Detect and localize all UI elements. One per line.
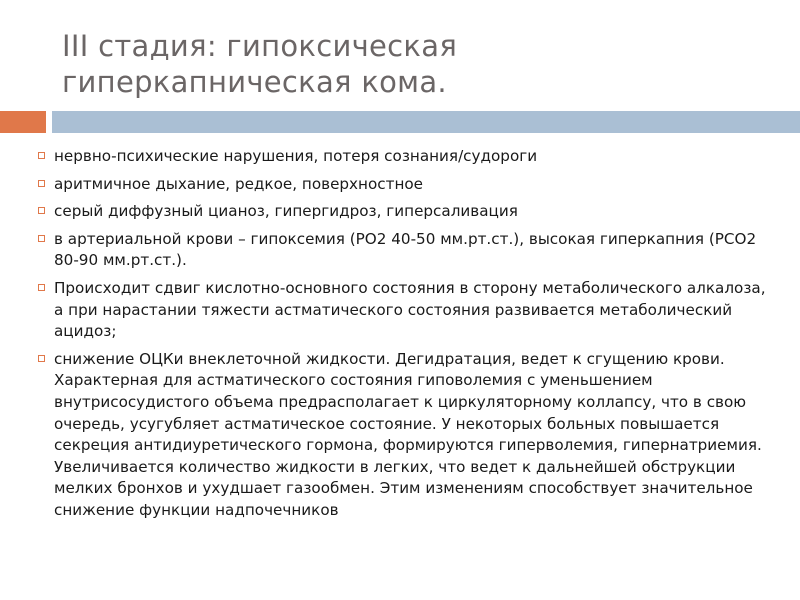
accent-bar-blue — [52, 111, 800, 133]
square-bullet-icon — [38, 284, 45, 291]
bullet-text: в артериальной крови – гипоксемия (РО2 40-50 мм.рт.ст.), высокая гиперкапния (РСО2 80-90 мм.рт.ст.). — [54, 229, 757, 270]
square-bullet-icon — [38, 152, 45, 159]
accent-bar-orange — [0, 111, 46, 133]
square-bullet-icon — [38, 180, 45, 187]
bullet-text: аритмичное дыхание, редкое, поверхностное — [54, 174, 424, 193]
square-bullet-icon — [38, 355, 45, 362]
bullet-list — [38, 146, 778, 528]
bullet-item — [38, 278, 778, 343]
bullet-text: Происходит сдвиг кислотно-основного состояния в сторону метаболического алкалоза, а при нарастании тяжести астматического состояния развивается метаболический ацидоз; — [54, 278, 766, 341]
bullet-text: снижение ОЦКи внеклеточной жидкости. Дегидратация, ведет к сгущению крови. Характерная для астматического состояния гиповолемия с уменьшением внутрисосудистого объема предрасполагает к циркуляторному коллапсу, что в свою очередь, усугубляет астматическое состояние. У некоторых больных повышается секреция антидиуретического гормона, формируются гиперволемия, гипернатриемия. Увеличивается количество жидкости в легких, что ведет к дальнейшей обструкции мелких бронхов и ухудшает газообмен. Этим изменениям способствует значительное снижение функции надпочечников — [54, 349, 762, 519]
bullet-item — [38, 349, 778, 522]
square-bullet-icon — [38, 235, 45, 242]
bullet-item — [38, 174, 778, 196]
bullet-item — [38, 229, 778, 272]
slide-title — [62, 28, 762, 100]
slide-title-line-1: III стадия: гипоксическая — [62, 29, 458, 63]
square-bullet-icon — [38, 207, 45, 214]
slide-title-line-2: гиперкапническая кома. — [62, 65, 447, 99]
bullet-text: серый диффузный цианоз, гипергидроз, гиперсаливация — [54, 202, 518, 221]
bullet-text: нервно-психические нарушения, потеря сознания/судороги — [54, 147, 538, 165]
bullet-item — [38, 201, 778, 223]
bullet-item — [38, 146, 778, 168]
